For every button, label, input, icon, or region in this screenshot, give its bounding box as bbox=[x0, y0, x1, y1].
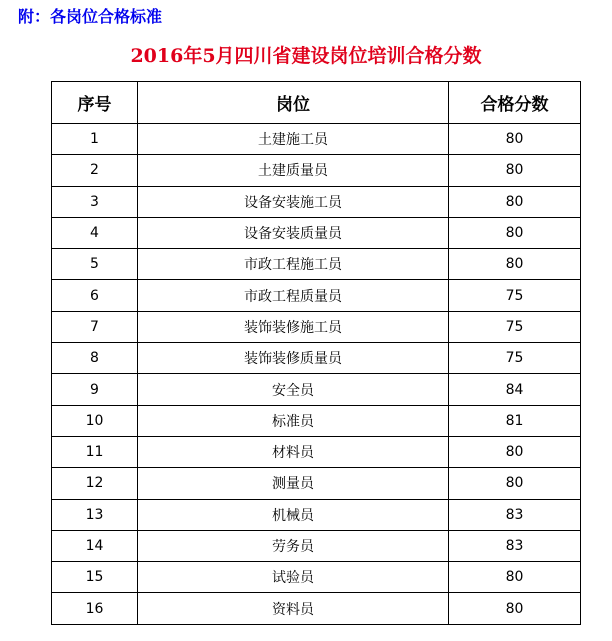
table-row bbox=[52, 468, 581, 499]
row-number: 16 bbox=[52, 593, 138, 624]
header-number: 序号 bbox=[52, 82, 138, 124]
row-position: 装饰装修施工员 bbox=[138, 311, 449, 342]
row-number: 14 bbox=[52, 530, 138, 561]
row-number: 3 bbox=[52, 186, 138, 217]
table-row bbox=[52, 530, 581, 561]
row-score: 75 bbox=[449, 311, 581, 342]
row-score: 80 bbox=[449, 217, 581, 248]
table-row bbox=[52, 405, 581, 436]
table-row bbox=[52, 343, 581, 374]
row-score: 80 bbox=[449, 124, 581, 155]
row-number: 8 bbox=[52, 343, 138, 374]
row-position: 设备安装质量员 bbox=[138, 217, 449, 248]
row-score: 75 bbox=[449, 343, 581, 374]
row-score: 80 bbox=[449, 436, 581, 467]
document-title: 2016年5月四川省建设岗位培训合格分数 bbox=[130, 45, 482, 67]
row-number: 12 bbox=[52, 468, 138, 499]
row-position: 资料员 bbox=[138, 593, 449, 624]
table-row bbox=[52, 186, 581, 217]
table-row bbox=[52, 217, 581, 248]
table-row bbox=[52, 374, 581, 405]
row-score: 83 bbox=[449, 499, 581, 530]
row-score: 80 bbox=[449, 562, 581, 593]
table-row bbox=[52, 249, 581, 280]
table-row bbox=[52, 124, 581, 155]
row-number: 1 bbox=[52, 124, 138, 155]
attachment-note: 附：各岗位合格标准 bbox=[18, 7, 163, 26]
table-row bbox=[52, 499, 581, 530]
row-position: 土建施工员 bbox=[138, 124, 449, 155]
row-number: 13 bbox=[52, 499, 138, 530]
row-position: 标准员 bbox=[138, 405, 449, 436]
row-number: 4 bbox=[52, 217, 138, 248]
row-score: 80 bbox=[449, 155, 581, 186]
row-position: 试验员 bbox=[138, 562, 449, 593]
row-position: 市政工程质量员 bbox=[138, 280, 449, 311]
row-number: 9 bbox=[52, 374, 138, 405]
row-number: 5 bbox=[52, 249, 138, 280]
table-row bbox=[52, 593, 581, 624]
header-position: 岗位 bbox=[138, 82, 449, 124]
row-position: 安全员 bbox=[138, 374, 449, 405]
table-row bbox=[52, 311, 581, 342]
table-body bbox=[52, 124, 581, 625]
row-position: 材料员 bbox=[138, 436, 449, 467]
row-position: 测量员 bbox=[138, 468, 449, 499]
row-number: 2 bbox=[52, 155, 138, 186]
row-position: 土建质量员 bbox=[138, 155, 449, 186]
table-row bbox=[52, 155, 581, 186]
row-position: 市政工程施工员 bbox=[138, 249, 449, 280]
row-score: 75 bbox=[449, 280, 581, 311]
row-position: 机械员 bbox=[138, 499, 449, 530]
table-row bbox=[52, 280, 581, 311]
row-position: 劳务员 bbox=[138, 530, 449, 561]
row-score: 80 bbox=[449, 186, 581, 217]
row-score: 83 bbox=[449, 530, 581, 561]
row-position: 装饰装修质量员 bbox=[138, 343, 449, 374]
passing-score-table bbox=[51, 81, 581, 625]
row-number: 15 bbox=[52, 562, 138, 593]
row-number: 6 bbox=[52, 280, 138, 311]
header-passing-score: 合格分数 bbox=[449, 82, 581, 124]
row-number: 10 bbox=[52, 405, 138, 436]
row-number: 7 bbox=[52, 311, 138, 342]
row-score: 84 bbox=[449, 374, 581, 405]
row-score: 81 bbox=[449, 405, 581, 436]
row-number: 11 bbox=[52, 436, 138, 467]
table-row bbox=[52, 436, 581, 467]
row-position: 设备安装施工员 bbox=[138, 186, 449, 217]
table-header-row bbox=[52, 82, 581, 124]
row-score: 80 bbox=[449, 249, 581, 280]
row-score: 80 bbox=[449, 468, 581, 499]
table-row bbox=[52, 562, 581, 593]
row-score: 80 bbox=[449, 593, 581, 624]
